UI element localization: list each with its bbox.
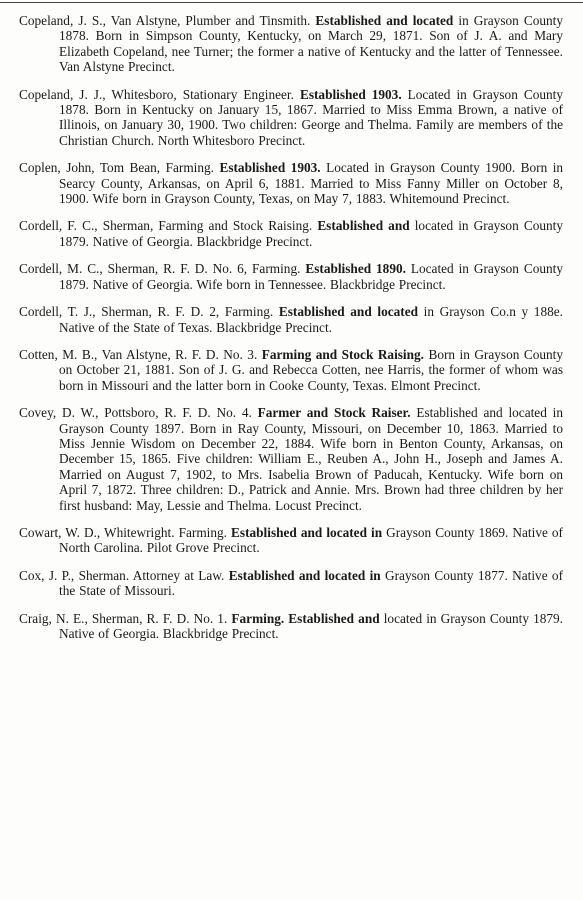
entry-emphasis: Established 1903.	[299, 86, 402, 102]
entry-copeland-jj	[19, 87, 563, 149]
entry-cordell-mc	[19, 261, 563, 292]
entry-body: Grayson County 1869. Native of North Carolina. Pilot Grove Precinct.	[59, 524, 563, 556]
entry-emphasis: Farming and Stock Raising.	[261, 346, 424, 362]
entry-cowart-wd	[19, 525, 563, 556]
entry-craig-ne	[19, 611, 563, 642]
entry-emphasis: Established and located	[315, 13, 454, 28]
entry-body: Located in Grayson County 1879. Native of Georgia. Wife born in Tennessee. Blackbridge Precinct.	[59, 261, 563, 292]
entry-emphasis: Established and located in	[231, 524, 383, 540]
entry-emphasis: Established and located in	[228, 567, 381, 583]
entry-covey-dw	[19, 405, 563, 513]
entry-body: Established and located in Grayson County 1897. Born in Ray County, Missouri, on December 10, 1863. Married to Miss Jennie Wisdom on December 22, 1884. Wife born in Benton County, Arkansas, on December 15, 1865. Five children: William E., Reuben A., John H., Joseph and James A. Married on August 7, 1902, to Mrs. Isabelia Brown of Paducah, Kentucky. Wife born on April 7, 1872. Three children: D., Patrick and Annie. Mrs. Brown had three children by her first husband: May, Lessie and Thelma. Locust Precinct.	[59, 405, 563, 513]
entry-body: Located in Grayson County 1900. Born in Searcy County, Arkansas, on April 6, 1881. Married to Miss Fanny Miller on October 8, 1900. Wife born in Grayson County, Texas, on May 7, 1883. Whitemound Precinct.	[59, 160, 564, 207]
entry-emphasis: Established and located	[278, 304, 418, 320]
entry-body: in Grayson County 1878. Born in Simpson County, Kentucky, on March 29, 1871. Son of J. A. and Mary Elizabeth Copeland, nee Turner; the former a native of Kentucky and the latter of Tennessee. Van Alstyne Precinct.	[59, 13, 564, 75]
entry-copeland-js	[19, 13, 563, 75]
top-rule	[0, 2, 583, 3]
entry-coplen-john	[19, 160, 563, 206]
entry-heading: Copeland, J. J., Whitesboro, Stationary Engineer.	[19, 86, 294, 102]
entry-heading: Cowart, W. D., Whitewright. Farming.	[19, 524, 227, 540]
entry-body: located in Grayson County 1879. Native of Georgia. Blackbridge Precinct.	[59, 610, 563, 641]
entry-heading: Copeland, J. S., Van Alstyne, Plumber and Tinsmith.	[19, 13, 311, 28]
entry-body: Grayson County 1877. Native of the State of Missouri.	[59, 567, 564, 599]
entry-heading: Cordell, T. J., Sherman, R. F. D. 2, Farming.	[19, 304, 274, 320]
entry-cordell-tj	[19, 304, 563, 335]
entry-heading: Cox, J. P., Sherman. Attorney at Law.	[19, 567, 225, 583]
entry-heading: Cordell, M. C., Sherman, R. F. D. No. 6, Farming.	[19, 261, 301, 277]
entry-body: located in Grayson County 1879. Native of Georgia. Blackbridge Precinct.	[59, 218, 563, 249]
entry-emphasis: Farming. Established and	[231, 610, 380, 626]
entry-heading: Craig, N. E., Sherman, R. F. D. No. 1.	[19, 610, 228, 626]
entry-heading: Coplen, John, Tom Bean, Farming.	[19, 160, 214, 176]
entry-cox-jp	[19, 568, 563, 599]
entry-body: in Grayson Co.n y 188e. Native of the State of Texas. Blackbridge Precinct.	[59, 304, 563, 335]
entry-body: Located in Grayson County 1878. Born in Kentucky on January 15, 1867. Married to Miss Emma Brown, a native of Illinois, on January 30, 1900. Two children: George and Thelma. Family are members of the Christian Church. North Whitesboro Precinct.	[59, 86, 563, 148]
entry-body: Born in Grayson County on October 21, 1881. Son of J. G. and Rebecca Cotten, nee Harris, the former of whom was born in Missouri and the latter born in Cooke County, Texas. Elmont Precinct.	[59, 346, 563, 393]
entry-heading: Covey, D. W., Pottsboro, R. F. D. No. 4.	[19, 405, 252, 421]
entry-cordell-fc	[19, 218, 563, 249]
entry-emphasis: Farmer and Stock Raiser.	[257, 405, 411, 421]
entry-cotten-mb	[19, 347, 563, 393]
entry-heading: Cotten, M. B., Van Alstyne, R. F. D. No. 3.	[19, 346, 258, 362]
entry-emphasis: Established 1903.	[219, 160, 321, 176]
entry-heading: Cordell, F. C., Sherman, Farming and Stock Raising.	[19, 218, 313, 234]
entry-emphasis: Established and	[317, 218, 410, 234]
entry-emphasis: Established 1890.	[305, 261, 406, 277]
